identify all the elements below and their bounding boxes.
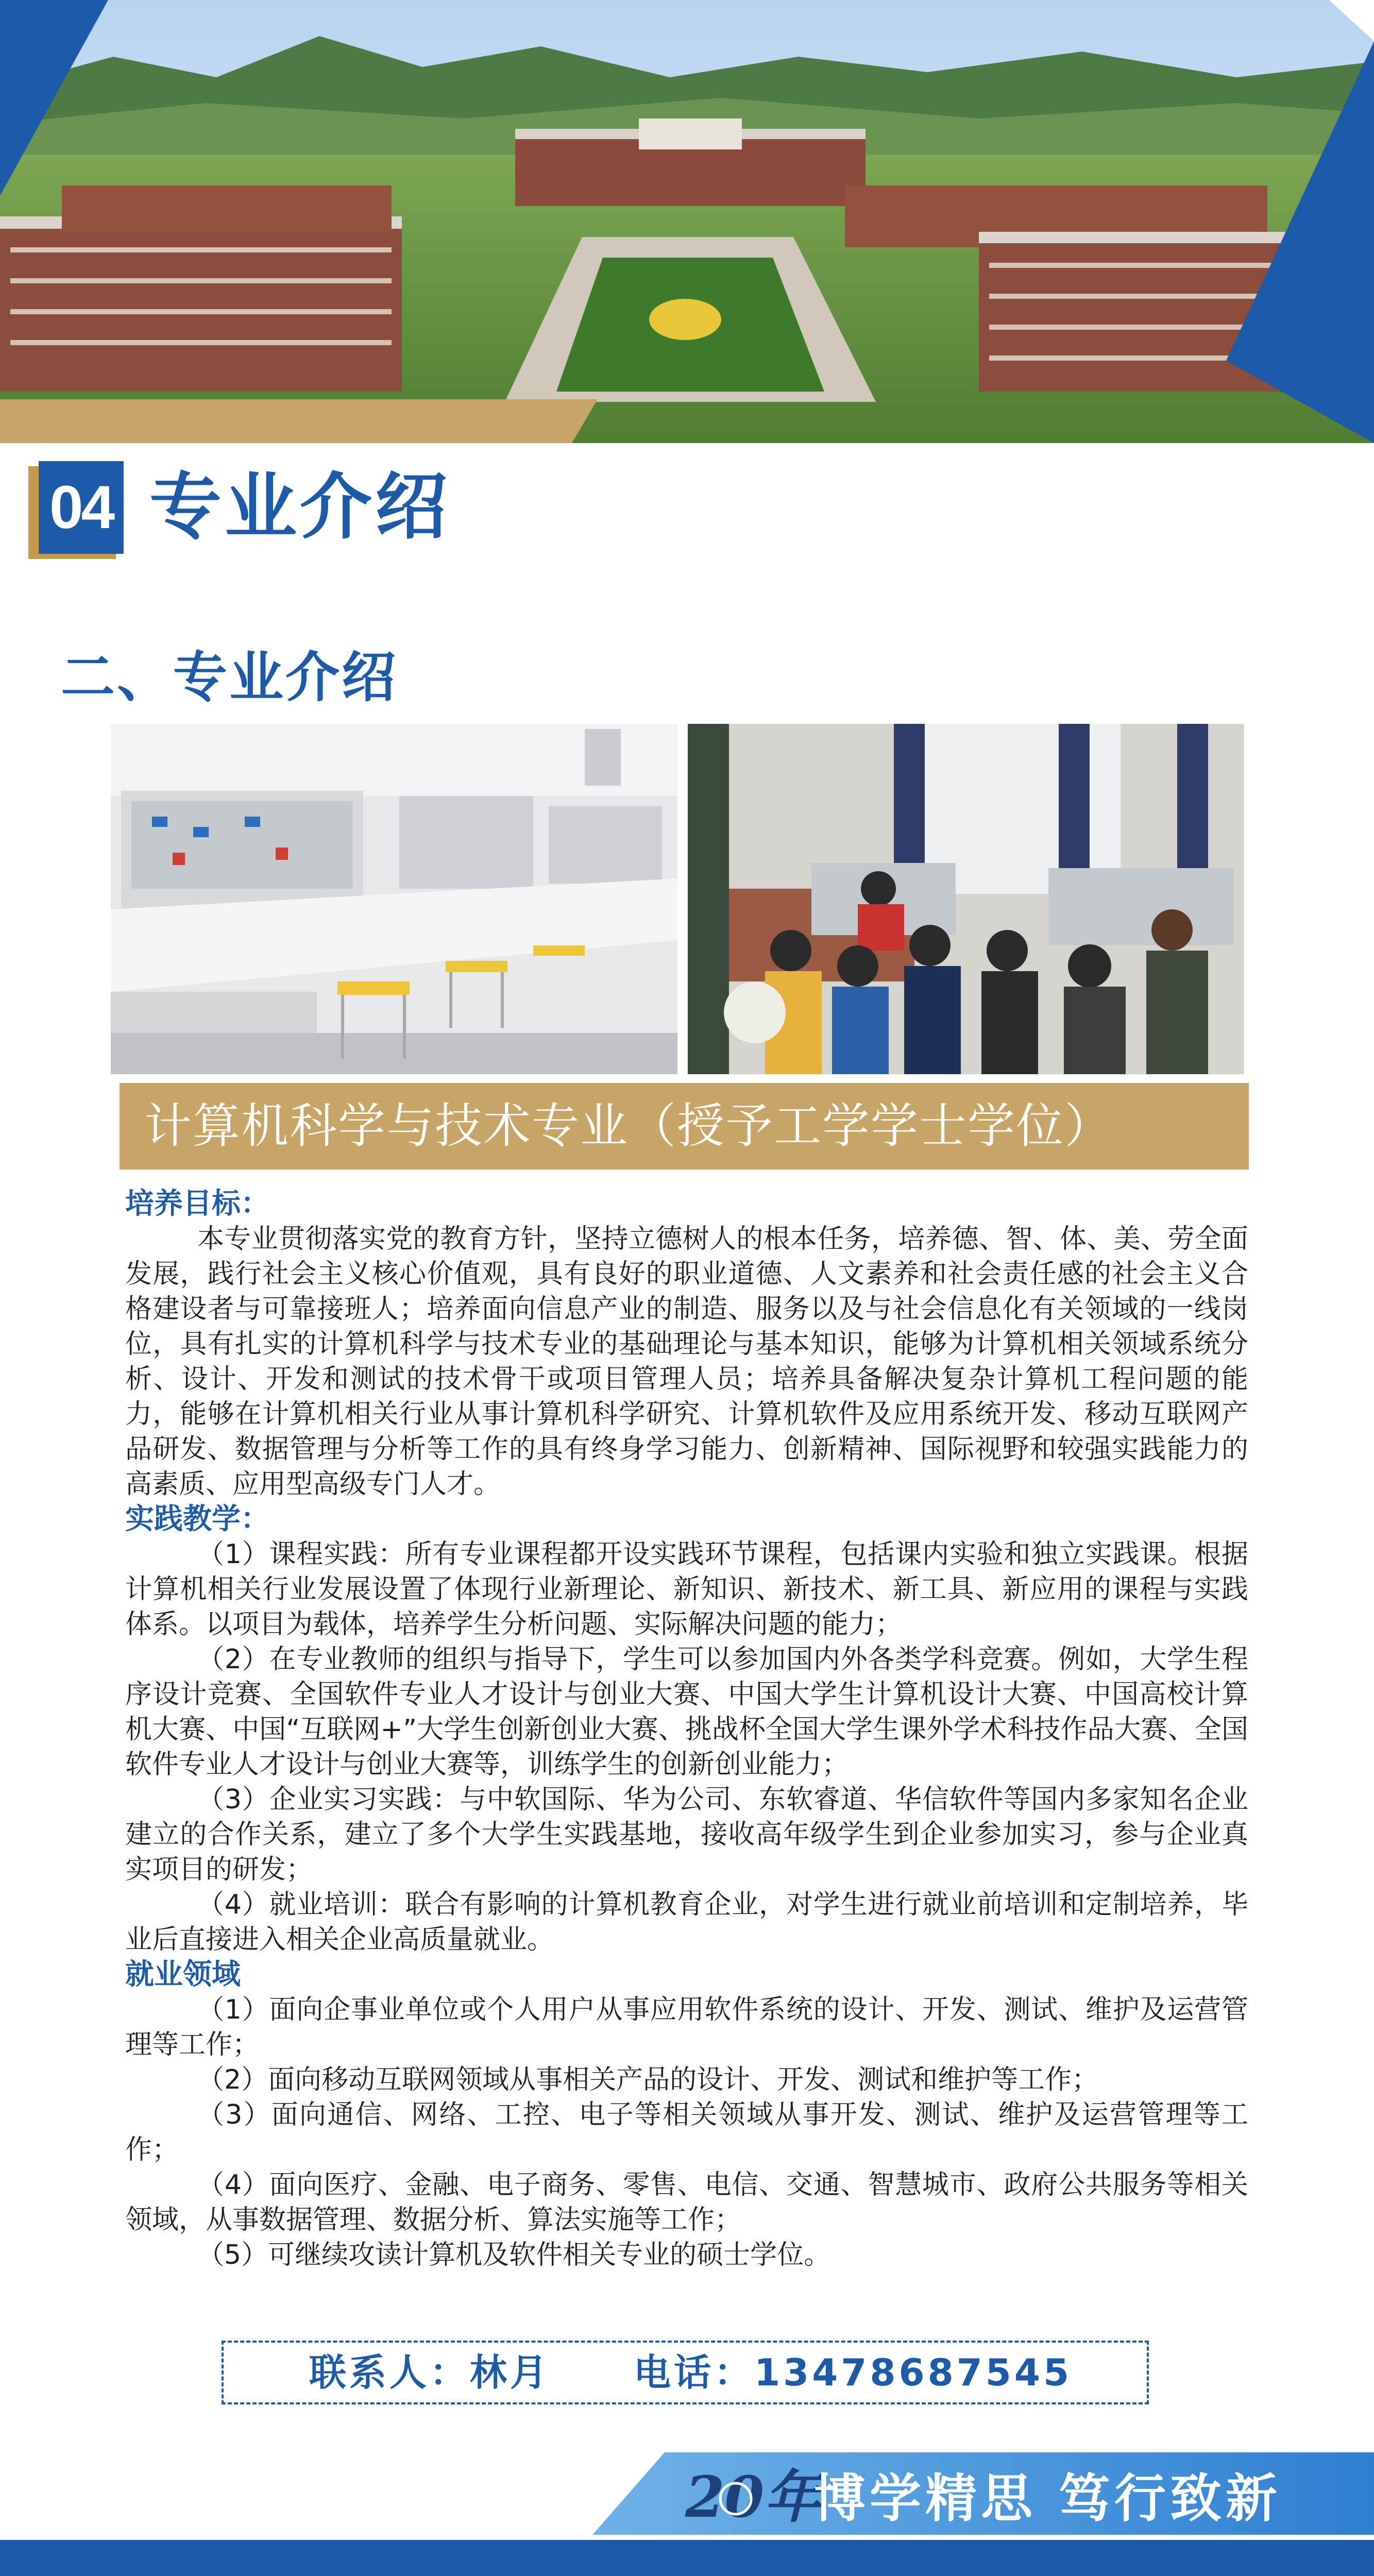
anniversary-logo-text: 20年 [685,2464,821,2530]
practice-teaching-heading: 实践教学： [125,1502,269,1536]
employment-item: （4）面向医疗、金融、电子商务、零售、电信、交通、智慧城市、政府公共服务等相关领域，从事数据管理、数据分析、算法实施等工作； [125,2170,1248,2235]
lab-photo [111,724,677,1074]
employment-item: （2）面向移动互联网领域从事相关产品的设计、开发、测试和维护等工作； [197,2064,1099,2095]
practice-item: （3）企业实习实践：与中软国际、华为公司、东软睿道、华信软件等国内多家知名企业建立的合作关系，建立了多个大学生实践基地，接收高年级学生到企业参加实习，参与企业真实项目的研发； [125,1784,1248,1885]
anniversary-logo [680,2458,821,2540]
program-description [125,1187,1248,2273]
program-banner-title: 计算机科学与技术专业（授予工学学士学位） [144,1098,1113,1154]
practice-item: （4）就业培训：联合有影响的计算机教育企业，对学生进行就业前培训和定制培养，毕业后直接进入相关企业高质量就业。 [125,1889,1248,1955]
contact-phone[interactable]: 电话：13478687545 [634,2351,1073,2394]
employment-item: （1）面向企事业单位或个人用户从事应用软件系统的设计、开发、测试、维护及运营管理等工作； [125,1994,1248,2060]
training-goal-text: 本专业贯彻落实党的教育方针，坚持立德树人的根本任务，培养德、智、体、美、劳全面发展，践行社会主义核心价值观，具有良好的职业道德、人文素养和社会责任感的社会主义合格建设者与可靠接班人；培养面向信息产业的制造、服务以及与社会信息化有关领域的一线岗位，具有扎实的计算机科学与技术专业的基础理论与基本知识，能够为计算机相关领域系统分析、设计、开发和测试的技术骨干或项目管理人员；培养具备解决复杂计算机工程问题的能力，能够在计算机相关行业从事计算机科学研究、计算机软件及应用系统开发、移动互联网产品研发、数据管理与分析等工作的具有终身学习能力、创新精神、国际视野和较强实践能力的高素质、应用型高级专门人才。 [125,1224,1248,1500]
footer-slogan: 博学精思 笃行致新 [814,2468,1281,2529]
training-goal-heading: 培养目标： [125,1187,269,1221]
section-title: 专业介绍 [149,465,451,549]
subsection-title: 二、专业介绍 [61,646,398,709]
contact-person: 联系人：林月 [309,2351,551,2394]
employment-item: （5）可继续攻读计算机及软件相关专业的硕士学位。 [197,2240,831,2270]
practice-item: （2）在专业教师的组织与指导下，学生可以参加国内外各类学科竞赛。例如，大学生程序设计竞赛、全国软件专业人才设计与创业大赛、中国大学生计算机设计大赛、中国高校计算机大赛、中国“互联网+”大学生创新创业大赛、挑战杯全国大学生课外学术科技作品大赛、全国软件专业人才设计与创业大赛等，训练学生的创新创业能力； [125,1644,1248,1780]
campus-hero-photo [0,0,1374,443]
employment-item: （3）面向通信、网络、工控、电子等相关领域从事开发、测试、维护及运营管理等工作； [125,2099,1248,2165]
section-number-badge: 04 [39,461,124,554]
practice-item: （1）课程实践：所有专业课程都开设实践环节课程，包括课内实验和独立实践课。根据计算机相关行业发展设置了体现行业新理论、新知识、新技术、新工具、新应用的课程与实践体系。以项目为载体，培养学生分析问题、实际解决问题的能力； [125,1539,1248,1640]
employment-heading: 就业领域 [125,1958,241,1991]
classroom-photo [688,724,1244,1074]
page-number [1226,2568,1324,2576]
